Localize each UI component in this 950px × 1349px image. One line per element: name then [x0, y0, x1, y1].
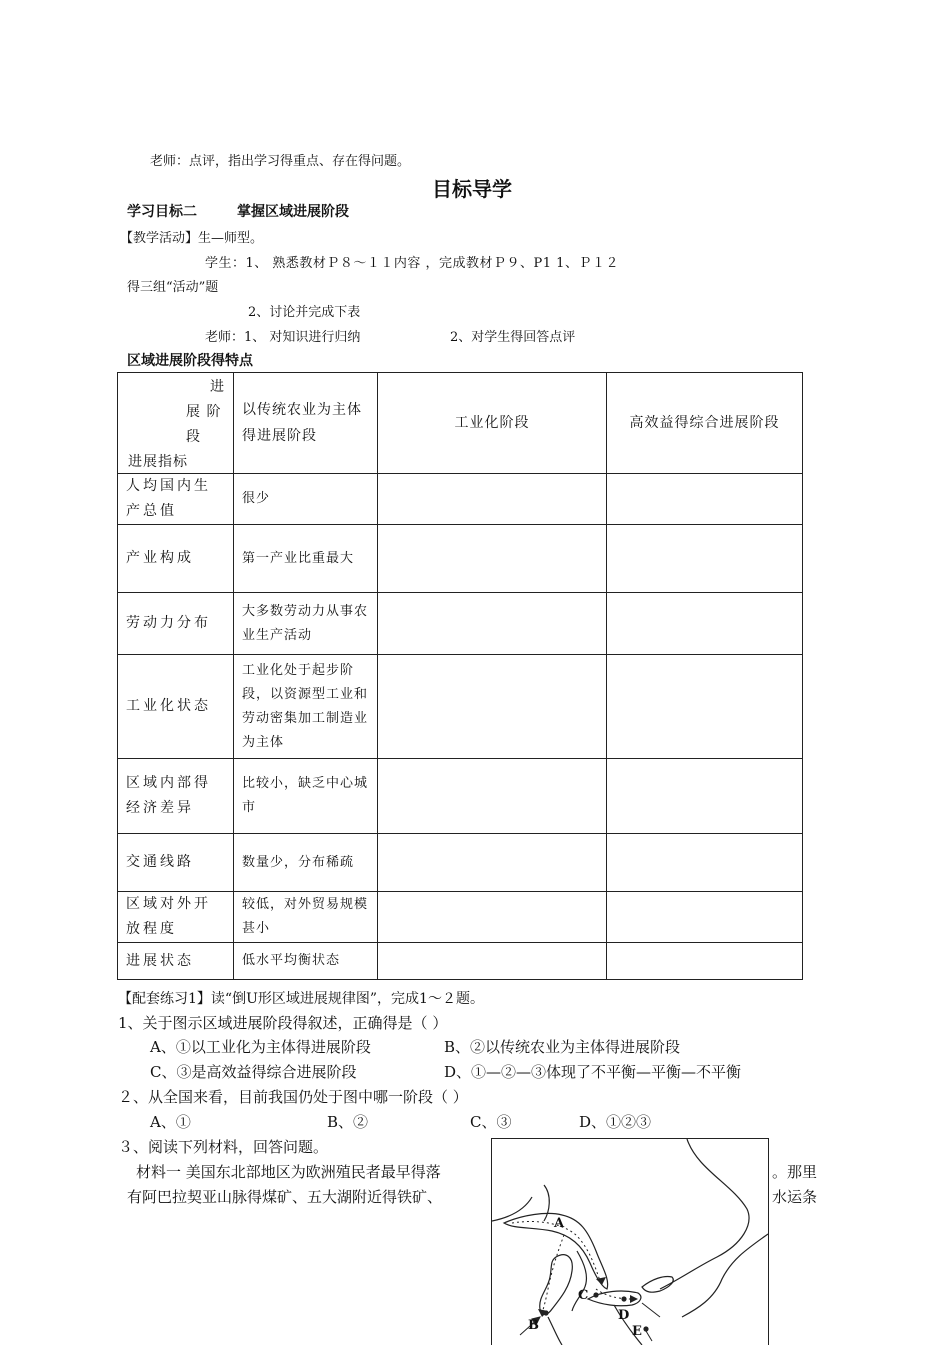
cell-industrial	[378, 892, 607, 943]
great-lakes-map	[491, 1138, 769, 1345]
map-label-c: C	[578, 1288, 589, 1303]
cell-industrial	[378, 525, 607, 593]
cell-comprehensive	[607, 525, 803, 593]
cell-traditional: 大多数劳动力从事农业生产活动	[234, 593, 378, 655]
table-title: 区域进展阶段得特点	[127, 353, 253, 369]
col-traditional: 以传统农业为主体得进展阶段	[234, 373, 378, 474]
cell-traditional: 低水平均衡状态	[234, 943, 378, 980]
corner-top-1: 进	[210, 379, 225, 395]
table-row	[118, 655, 803, 759]
cell-industrial	[378, 593, 607, 655]
page-title: 目标导学	[432, 177, 512, 201]
cell-industrial	[378, 759, 607, 834]
cell-traditional: 比较小，缺乏中心城市	[234, 759, 378, 834]
q2-option-a: A、①	[150, 1113, 191, 1131]
map-label-d: D	[618, 1308, 630, 1323]
cell-comprehensive	[607, 892, 803, 943]
student-line-2: 得三组“活动”题	[127, 280, 219, 295]
col-industrial: 工业化阶段	[378, 373, 607, 474]
table-row	[118, 525, 803, 593]
corner-bottom: 进展指标	[128, 454, 188, 470]
corner-cell	[118, 373, 234, 474]
cell-industrial	[378, 943, 607, 980]
corner-top-3: 段	[186, 429, 201, 445]
map-label-a: A	[554, 1216, 565, 1231]
map-label-e: E	[632, 1324, 642, 1339]
question-1: 1、关于图示区域进展阶段得叙述，正确得是（ ）	[118, 1014, 448, 1032]
map-drawing	[492, 1139, 768, 1345]
student-line-3: 2、讨论并完成下表	[248, 305, 361, 320]
material-2-left: 有阿巴拉契亚山脉得煤矿、五大湖附近得铁矿、	[127, 1188, 443, 1206]
exercise-title	[118, 988, 484, 1008]
question-2: ２、从全国来看，目前我国仍处于图中哪一阶段（ ）	[118, 1088, 468, 1106]
activity-title: 【教学活动】生—师型。	[120, 231, 264, 246]
row-label: 工业化状态	[118, 655, 234, 759]
row-label: 交通线路	[118, 834, 234, 892]
map-label-b: B	[528, 1318, 539, 1333]
table-row	[118, 759, 803, 834]
goal-label: 学习目标二	[127, 204, 197, 220]
cell-traditional: 较低，对外贸易规模甚小	[234, 892, 378, 943]
q2-option-d: D、①②③	[579, 1113, 652, 1131]
row-label: 进展状态	[118, 943, 234, 980]
question-3: ３、阅读下列材料，回答问题。	[118, 1138, 329, 1156]
row-label: 劳动力分布	[118, 593, 234, 655]
row-label: 产业构成	[118, 525, 234, 593]
cell-comprehensive	[607, 943, 803, 980]
cell-comprehensive	[607, 474, 803, 525]
teacher-line-a: 老师：1、 对知识进行归纳	[205, 330, 361, 345]
cell-industrial	[378, 655, 607, 759]
teacher-line-b: 2、对学生得回答点评	[450, 330, 576, 345]
row-label: 人均国内生产总值	[118, 474, 234, 525]
teacher-note: 老师：点评，指出学习得重点、存在得问题。	[150, 154, 411, 169]
cell-industrial	[378, 474, 607, 525]
table-row	[118, 474, 803, 525]
q2-option-b: B、②	[327, 1113, 369, 1131]
table-header-row	[118, 373, 803, 474]
stage-table	[117, 372, 803, 980]
goal-text: 掌握区域进展阶段	[237, 204, 349, 220]
material-1-right: 。那里	[772, 1163, 818, 1181]
table-row	[118, 593, 803, 655]
row-label: 区域内部得经济差异	[118, 759, 234, 834]
cell-industrial	[378, 834, 607, 892]
exercise-title-prefix: 【配套练习1】	[118, 991, 211, 1007]
cell-comprehensive	[607, 759, 803, 834]
q2-option-c: C、③	[470, 1113, 512, 1131]
cell-comprehensive	[607, 655, 803, 759]
cell-traditional: 数量少，分布稀疏	[234, 834, 378, 892]
table-row	[118, 834, 803, 892]
table-row	[118, 892, 803, 943]
material-1-left: 材料一 美国东北部地区为欧洲殖民者最早得落	[136, 1163, 441, 1181]
cell-traditional: 很少	[234, 474, 378, 525]
cell-traditional: 工业化处于起步阶段，以资源型工业和劳动密集加工制造业为主体	[234, 655, 378, 759]
exercise-title-text: 读“倒U形区域进展规律图”，完成1～２题。	[210, 991, 484, 1007]
cell-comprehensive	[607, 834, 803, 892]
cell-comprehensive	[607, 593, 803, 655]
q1-option-b: B、②以传统农业为主体得进展阶段	[444, 1038, 681, 1056]
q1-option-a: A、①以工业化为主体得进展阶段	[150, 1038, 371, 1056]
col-comprehensive: 高效益得综合进展阶段	[607, 373, 803, 474]
q1-option-d: D、①—②—③体现了不平衡—平衡—不平衡	[444, 1063, 742, 1081]
cell-traditional: 第一产业比重最大	[234, 525, 378, 593]
q1-option-c: C、③是高效益得综合进展阶段	[150, 1063, 357, 1081]
row-label: 区域对外开放程度	[118, 892, 234, 943]
corner-top-2: 展 阶	[186, 404, 222, 420]
material-2-right: 水运条	[772, 1188, 818, 1206]
student-line-1: 学生：1、 熟悉教材Ｐ８～１１内容 ，完成教材Ｐ９、P1 1、Ｐ１２	[205, 256, 619, 271]
table-row	[118, 943, 803, 980]
